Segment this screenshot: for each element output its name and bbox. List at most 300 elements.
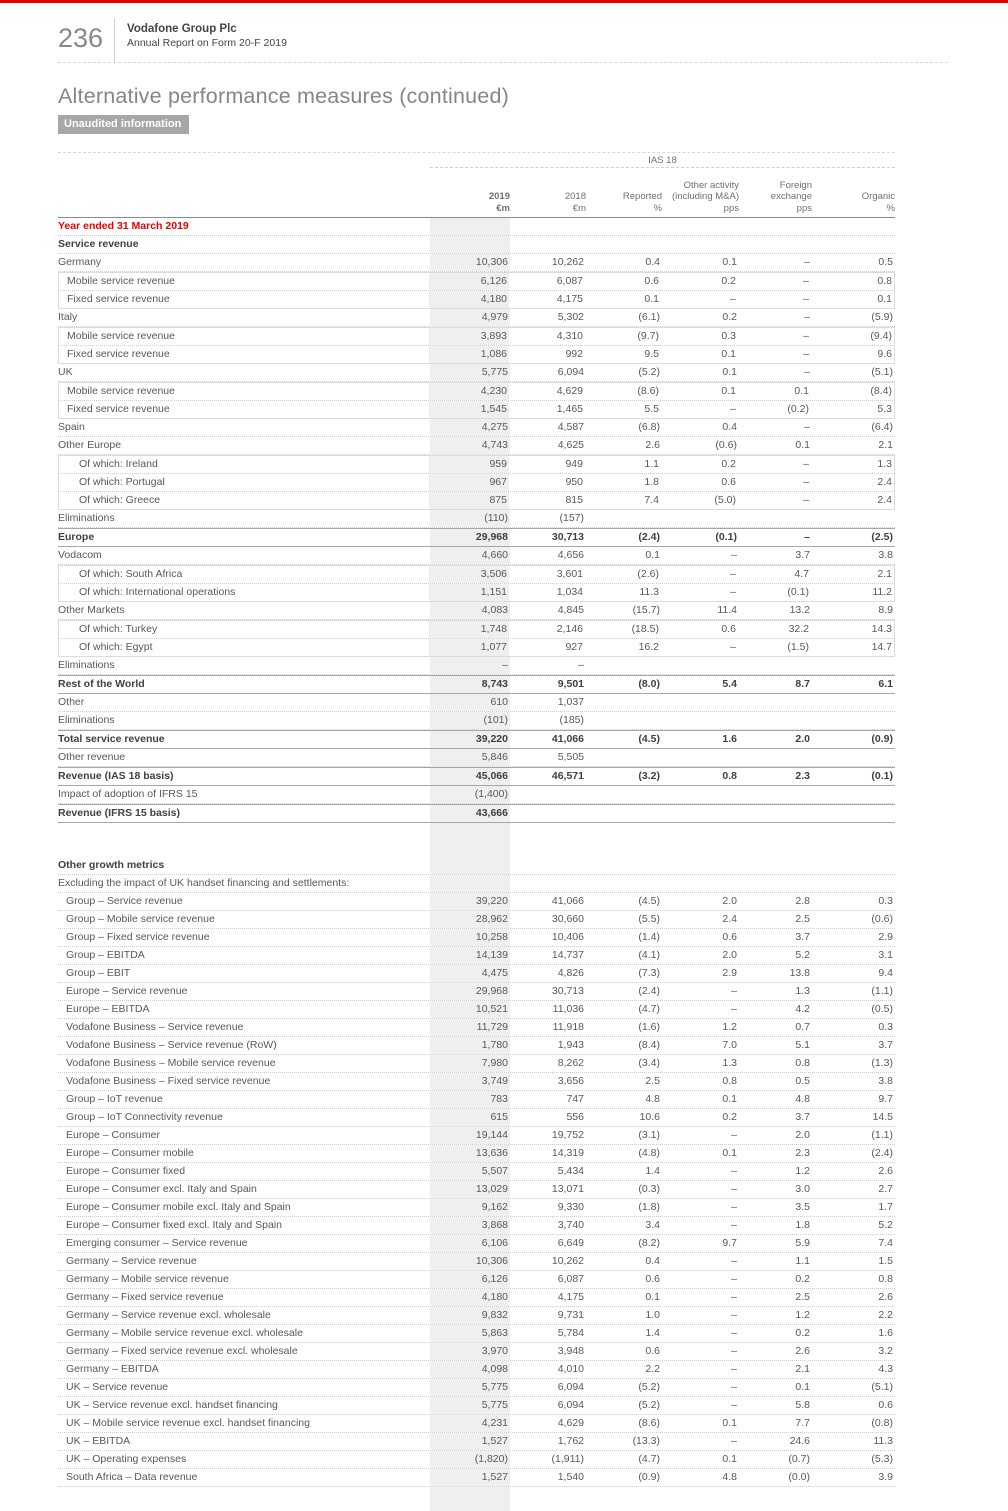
row-label: Vodafone Business – Mobile service revenue (66, 1057, 276, 1069)
cell-organic: 7.4 (878, 1237, 893, 1249)
cell-2018: – (578, 659, 584, 671)
cell-organic: 2.2 (878, 1309, 893, 1321)
cell-2019: 4,098 (430, 1361, 510, 1378)
cell-other-activity: – (731, 1255, 737, 1267)
cell-organic: 8.9 (878, 604, 893, 616)
cell-organic (812, 875, 895, 892)
cell-2019: 3,868 (430, 1217, 510, 1234)
cell-reported: (5.5) (638, 913, 660, 925)
cell-2018: 6,649 (557, 1237, 584, 1249)
cell-other-activity: (0.1) (715, 531, 737, 543)
cell-2018: 3,601 (556, 568, 583, 580)
row-label: Vodacom (58, 549, 102, 561)
row-label: Eliminations (58, 659, 115, 671)
cell-2018: 556 (566, 1111, 584, 1123)
cell-foreign-exchange (739, 1487, 812, 1511)
cell-reported (586, 694, 662, 711)
cell-organic: 1.7 (878, 1201, 893, 1213)
cell-organic: 1.3 (877, 458, 892, 470)
cell-2019: 4,231 (430, 1415, 510, 1432)
cell-reported: 11.3 (639, 586, 659, 598)
cell-2018: 6,094 (557, 1381, 584, 1393)
cell-other-activity: – (731, 1219, 737, 1231)
cell-organic: (5.3) (871, 1453, 893, 1465)
table-row (58, 291, 895, 309)
cell-2019: 1,086 (429, 346, 509, 363)
cell-organic: 0.8 (877, 275, 892, 287)
cell-foreign-exchange: 2.6 (795, 1345, 810, 1357)
cell-other-activity: – (731, 985, 737, 997)
cell-2019: 875 (429, 492, 509, 509)
cell-reported: 0.4 (645, 1255, 660, 1267)
cell-organic: (6.4) (871, 421, 893, 433)
cell-organic: 2.1 (877, 568, 892, 580)
cell-other-activity: – (731, 1183, 737, 1195)
cell-organic: (1.1) (871, 985, 893, 997)
cell-reported: 1.0 (645, 1309, 660, 1321)
cell-organic: (9.4) (870, 330, 892, 342)
ias18-group-label: IAS 18 (430, 153, 895, 168)
cell-reported: (4.1) (638, 949, 660, 961)
cell-reported: 1.4 (645, 1327, 660, 1339)
cell-2018: 1,943 (557, 1039, 584, 1051)
page-header (58, 18, 287, 62)
cell-foreign-exchange: 0.2 (795, 1273, 810, 1285)
cell-reported: (3.4) (638, 1057, 660, 1069)
table-row (58, 947, 895, 965)
cell-reported (586, 712, 662, 729)
cell-2019: (101) (430, 712, 510, 729)
row-label: Eliminations (58, 512, 115, 524)
row-label: Other growth metrics (58, 859, 165, 871)
cell-other-activity: 0.1 (722, 1453, 737, 1465)
cell-reported: (4.5) (638, 733, 660, 745)
cell-2019: 4,230 (429, 383, 509, 400)
cell-foreign-exchange: 2.3 (795, 1147, 810, 1159)
cell-reported: 16.2 (638, 641, 659, 653)
cell-organic: 14.5 (872, 1111, 893, 1123)
table-row (58, 1397, 895, 1415)
cell-foreign-exchange: 3.0 (795, 1183, 810, 1195)
cell-2019 (430, 875, 510, 892)
cell-organic (812, 712, 895, 729)
cell-reported: 0.6 (645, 1273, 660, 1285)
cell-foreign-exchange: 2.5 (795, 913, 810, 925)
cell-reported: (15.7) (632, 604, 660, 616)
cell-other-activity: – (731, 1399, 737, 1411)
row-label: UK – Service revenue (66, 1381, 169, 1393)
cell-2019: 10,258 (430, 929, 510, 946)
cell-foreign-exchange: – (804, 531, 810, 543)
cell-2018: 10,262 (551, 256, 584, 268)
cell-other-activity: 0.8 (722, 1075, 737, 1087)
cell-other-activity (662, 712, 739, 729)
cell-2019: 4,660 (430, 547, 510, 564)
cell-foreign-exchange: – (803, 293, 809, 305)
cell-reported: 3.4 (645, 1219, 660, 1231)
cell-2019: 5,775 (430, 1379, 510, 1396)
cell-foreign-exchange: – (804, 311, 810, 323)
table-row (58, 1271, 895, 1289)
cell-reported: (2.6) (637, 568, 659, 580)
cell-foreign-exchange (739, 712, 812, 729)
cell-organic (812, 1487, 895, 1511)
table-row (58, 584, 895, 602)
cell-2018: 10,262 (551, 1255, 584, 1267)
page-number: 236 (58, 23, 104, 53)
cell-foreign-exchange: 32.2 (788, 623, 809, 635)
table-row (58, 236, 895, 254)
row-label: Germany – Service revenue (66, 1255, 197, 1267)
row-label: Fixed service revenue (67, 348, 170, 360)
cell-2019: 4,180 (430, 1289, 510, 1306)
cell-reported (586, 1487, 662, 1511)
page-title: Alternative performance measures (continued) (58, 84, 509, 108)
row-label: Group – Mobile service revenue (66, 913, 215, 925)
cell-2018: 5,505 (557, 751, 584, 763)
cell-2018: 4,010 (557, 1363, 584, 1375)
cell-reported: (5.2) (638, 1399, 660, 1411)
row-label: Germany – Fixed service revenue excl. wholesale (66, 1345, 298, 1357)
table-row (58, 694, 895, 712)
row-label: Vodafone Business – Service revenue (RoW) (66, 1039, 277, 1051)
table-group-header (58, 153, 895, 168)
table-row (58, 364, 895, 382)
cell-foreign-exchange: 2.3 (795, 770, 810, 782)
cell-2019: 6,126 (429, 273, 509, 290)
cell-2019: 6,106 (430, 1235, 510, 1252)
cell-2019: 5,863 (430, 1325, 510, 1342)
cell-2019: 1,151 (429, 584, 509, 601)
table-row (58, 875, 895, 893)
cell-reported: (18.5) (631, 623, 659, 635)
cell-reported: 2.5 (645, 1075, 660, 1087)
cell-foreign-exchange: 24.6 (789, 1435, 810, 1447)
cell-2018: 4,310 (556, 330, 583, 342)
table-row (58, 1469, 895, 1487)
table-row (58, 730, 895, 749)
cell-2018: 4,175 (556, 293, 583, 305)
cell-2019: 19,144 (430, 1127, 510, 1144)
cell-organic: (0.5) (871, 1003, 893, 1015)
row-label: Germany – Fixed service revenue (66, 1291, 224, 1303)
cell-other-activity: 0.2 (722, 1111, 737, 1123)
cell-other-activity: – (731, 1363, 737, 1375)
row-label: Group – EBIT (66, 967, 131, 979)
row-label: Emerging consumer – Service revenue (66, 1237, 248, 1249)
cell-foreign-exchange: – (804, 366, 810, 378)
table-row (58, 1037, 895, 1055)
cell-2019: 1,527 (430, 1469, 510, 1486)
row-label: Europe – EBITDA (66, 1003, 150, 1015)
cell-reported (586, 236, 662, 253)
cell-foreign-exchange: – (803, 458, 809, 470)
cell-2019: 1,527 (430, 1433, 510, 1450)
table-row (58, 911, 895, 929)
cell-foreign-exchange (739, 857, 812, 874)
cell-reported: 10.6 (639, 1111, 660, 1123)
cell-reported: (1.4) (638, 931, 660, 943)
cell-2018: 4,629 (557, 1417, 584, 1429)
cell-2019: 1,545 (429, 401, 509, 418)
row-label: Group – IoT revenue (66, 1093, 163, 1105)
row-label: Mobile service revenue (67, 385, 175, 397)
cell-organic (812, 749, 895, 766)
cell-2019: 39,220 (430, 893, 510, 910)
row-label: Europe – Consumer (66, 1129, 160, 1141)
row-label: Europe – Service revenue (66, 985, 188, 997)
cell-foreign-exchange: – (803, 494, 809, 506)
cell-2018: (157) (559, 512, 584, 524)
cell-reported: (1.6) (638, 1021, 660, 1033)
cell-2018: 5,434 (557, 1165, 584, 1177)
cell-2018: 11,036 (552, 1003, 584, 1015)
cell-reported: (8.4) (638, 1039, 660, 1051)
table-row (58, 1253, 895, 1271)
cell-other-activity: – (731, 1273, 737, 1285)
cell-2018 (510, 823, 586, 857)
cell-foreign-exchange: 2.8 (795, 895, 810, 907)
table-row (58, 1451, 895, 1469)
cell-organic: 11.3 (873, 1435, 893, 1447)
cell-reported: (9.7) (637, 330, 659, 342)
column-header-foreign: Foreign exchange pps (770, 179, 812, 214)
cell-other-activity: – (731, 1381, 737, 1393)
row-label: Group – Fixed service revenue (66, 931, 210, 943)
table-row (58, 1091, 895, 1109)
report-name: Annual Report on Form 20-F 2019 (127, 37, 287, 49)
table-row (58, 1307, 895, 1325)
row-label: Year ended 31 March 2019 (58, 220, 189, 232)
cell-2018 (510, 805, 586, 822)
cell-other-activity (662, 786, 739, 803)
table-row (58, 823, 895, 857)
cell-foreign-exchange (739, 694, 812, 711)
row-label: Germany – Service revenue excl. wholesale (66, 1309, 271, 1321)
row-label: Fixed service revenue (67, 403, 170, 415)
cell-reported: (7.3) (638, 967, 660, 979)
cell-reported: 0.1 (645, 1291, 660, 1303)
cell-other-activity: – (731, 1435, 737, 1447)
table-row (58, 1415, 895, 1433)
cell-reported: 0.1 (644, 293, 659, 305)
row-label: Germany (58, 256, 102, 268)
row-label: Group – Service revenue (66, 895, 183, 907)
cell-other-activity: – (731, 1345, 737, 1357)
cell-other-activity: – (730, 641, 736, 653)
cell-organic: (5.1) (871, 366, 893, 378)
cell-2018 (510, 786, 586, 803)
table-row (58, 1019, 895, 1037)
cell-other-activity: 11.4 (717, 604, 737, 616)
cell-reported: (13.3) (632, 1435, 660, 1447)
table-row (58, 1361, 895, 1379)
cell-2019: 29,968 (430, 529, 510, 546)
cell-organic: (2.4) (871, 1147, 893, 1159)
cell-other-activity: – (731, 1309, 737, 1321)
cell-foreign-exchange: 1.8 (795, 1219, 810, 1231)
cell-reported (586, 786, 662, 803)
column-header-reported: Reported % (622, 191, 662, 214)
cell-organic: (1.3) (871, 1057, 893, 1069)
table-row (58, 639, 895, 657)
cell-organic (812, 657, 895, 674)
cell-other-activity: 2.0 (722, 895, 737, 907)
cell-2019: 4,475 (430, 965, 510, 982)
cell-foreign-exchange: 2.0 (795, 1129, 810, 1141)
table-row (58, 1109, 895, 1127)
cell-foreign-exchange: (0.0) (788, 1471, 810, 1483)
table-row (58, 767, 895, 786)
cell-organic (812, 786, 895, 803)
cell-reported: 0.1 (645, 549, 660, 561)
row-label: Of which: Egypt (79, 641, 153, 653)
header-divider (114, 18, 115, 62)
table-row (58, 327, 895, 346)
cell-other-activity: – (730, 586, 736, 598)
cell-2018: 4,175 (557, 1291, 584, 1303)
column-header-2019: 2019 €m (488, 191, 510, 214)
row-label: UK – Service revenue excl. handset financing (66, 1399, 278, 1411)
cell-foreign-exchange: – (804, 256, 810, 268)
cell-other-activity (662, 805, 739, 822)
row-label: Of which: Ireland (79, 458, 158, 470)
cell-foreign-exchange: (1.5) (787, 641, 809, 653)
table-row (58, 547, 895, 565)
cell-2019: 959 (429, 456, 509, 473)
cell-2019: 3,970 (430, 1343, 510, 1360)
cell-2019: 28,962 (430, 911, 510, 928)
cell-other-activity: 0.1 (722, 1093, 737, 1105)
row-label: Other (58, 696, 85, 708)
cell-2019: 10,306 (430, 1253, 510, 1270)
cell-2018 (510, 857, 586, 874)
row-label: UK – Mobile service revenue excl. handset financing (66, 1417, 310, 1429)
cell-foreign-exchange: 0.1 (794, 385, 809, 397)
cell-2019: 9,162 (430, 1199, 510, 1216)
cell-reported: 9.5 (644, 348, 659, 360)
cell-2019: 7,980 (430, 1055, 510, 1072)
cell-other-activity: 2.0 (722, 949, 737, 961)
cell-other-activity: – (731, 1327, 737, 1339)
table-body (58, 218, 895, 1511)
row-label: Fixed service revenue (67, 293, 170, 305)
table-row (58, 309, 895, 327)
cell-2018: 3,948 (557, 1345, 584, 1357)
cell-reported: (5.2) (638, 1381, 660, 1393)
cell-reported: (0.3) (638, 1183, 660, 1195)
cell-reported (586, 510, 662, 527)
cell-reported: 1.8 (644, 476, 659, 488)
table-row (58, 419, 895, 437)
table-row (58, 929, 895, 947)
cell-2019: 4,083 (430, 602, 510, 619)
cell-reported: (3.2) (638, 770, 660, 782)
cell-organic: 1.5 (878, 1255, 893, 1267)
column-headers (58, 168, 895, 218)
cell-2019: 4,180 (429, 291, 509, 308)
cell-organic: 6.1 (878, 678, 893, 690)
table-row (58, 1073, 895, 1091)
cell-other-activity (662, 236, 739, 253)
cell-other-activity: (5.0) (714, 494, 736, 506)
cell-2018: 4,826 (557, 967, 584, 979)
table-row (58, 437, 895, 455)
table-row (58, 565, 895, 584)
cell-2019: (1,400) (430, 786, 510, 803)
cell-reported: (4.7) (638, 1453, 660, 1465)
cell-foreign-exchange (739, 805, 812, 822)
cell-2018: 11,918 (552, 1021, 584, 1033)
cell-organic: 2.7 (878, 1183, 893, 1195)
cell-2018 (510, 236, 586, 253)
cell-foreign-exchange: – (803, 330, 809, 342)
cell-organic: 5.2 (878, 1219, 893, 1231)
cell-2018: 5,784 (557, 1327, 584, 1339)
page-top-red-rule (0, 0, 1008, 3)
cell-2019: 11,729 (430, 1019, 510, 1036)
cell-organic (812, 857, 895, 874)
cell-reported (586, 857, 662, 874)
cell-reported (586, 218, 662, 235)
cell-organic: (0.6) (871, 913, 893, 925)
cell-organic: (8.4) (870, 385, 892, 397)
cell-reported: 1.1 (644, 458, 659, 470)
table-row (58, 712, 895, 730)
table-row (58, 893, 895, 911)
table-row (58, 510, 895, 528)
cell-reported (586, 823, 662, 857)
row-label: Eliminations (58, 714, 115, 726)
apm-table (58, 152, 895, 1511)
cell-2018 (510, 218, 586, 235)
row-label: Mobile service revenue (67, 330, 175, 342)
cell-other-activity: 2.4 (722, 913, 737, 925)
cell-organic: 3.2 (878, 1345, 893, 1357)
row-label: Spain (58, 421, 85, 433)
cell-foreign-exchange: 13.2 (789, 604, 810, 616)
table-row (58, 455, 895, 474)
cell-2018: 30,713 (551, 985, 584, 997)
cell-foreign-exchange: 2.5 (795, 1291, 810, 1303)
cell-foreign-exchange: 4.7 (794, 568, 809, 580)
table-row (58, 1217, 895, 1235)
cell-foreign-exchange (739, 749, 812, 766)
row-label: Revenue (IFRS 15 basis) (58, 807, 180, 819)
table-row (58, 675, 895, 694)
cell-reported: 0.6 (645, 1345, 660, 1357)
cell-organic: 0.6 (878, 1399, 893, 1411)
cell-organic: 9.7 (878, 1093, 893, 1105)
cell-2018: 10,406 (551, 931, 584, 943)
table-row (58, 1433, 895, 1451)
cell-reported: 2.2 (645, 1363, 660, 1375)
cell-reported: (5.2) (638, 366, 660, 378)
cell-other-activity (662, 694, 739, 711)
table-row (58, 1199, 895, 1217)
cell-organic: 9.6 (877, 348, 892, 360)
column-header-2018: 2018 €m (564, 191, 586, 214)
table-row (58, 1379, 895, 1397)
cell-organic: 14.3 (871, 623, 892, 635)
cell-organic: (1.1) (871, 1129, 893, 1141)
cell-2018: 6,094 (557, 1399, 584, 1411)
cell-other-activity: 4.8 (722, 1471, 737, 1483)
cell-2018: (1,911) (551, 1453, 584, 1465)
table-row (58, 804, 895, 823)
cell-foreign-exchange: 0.7 (795, 1021, 810, 1033)
cell-2018: 13,071 (551, 1183, 584, 1195)
